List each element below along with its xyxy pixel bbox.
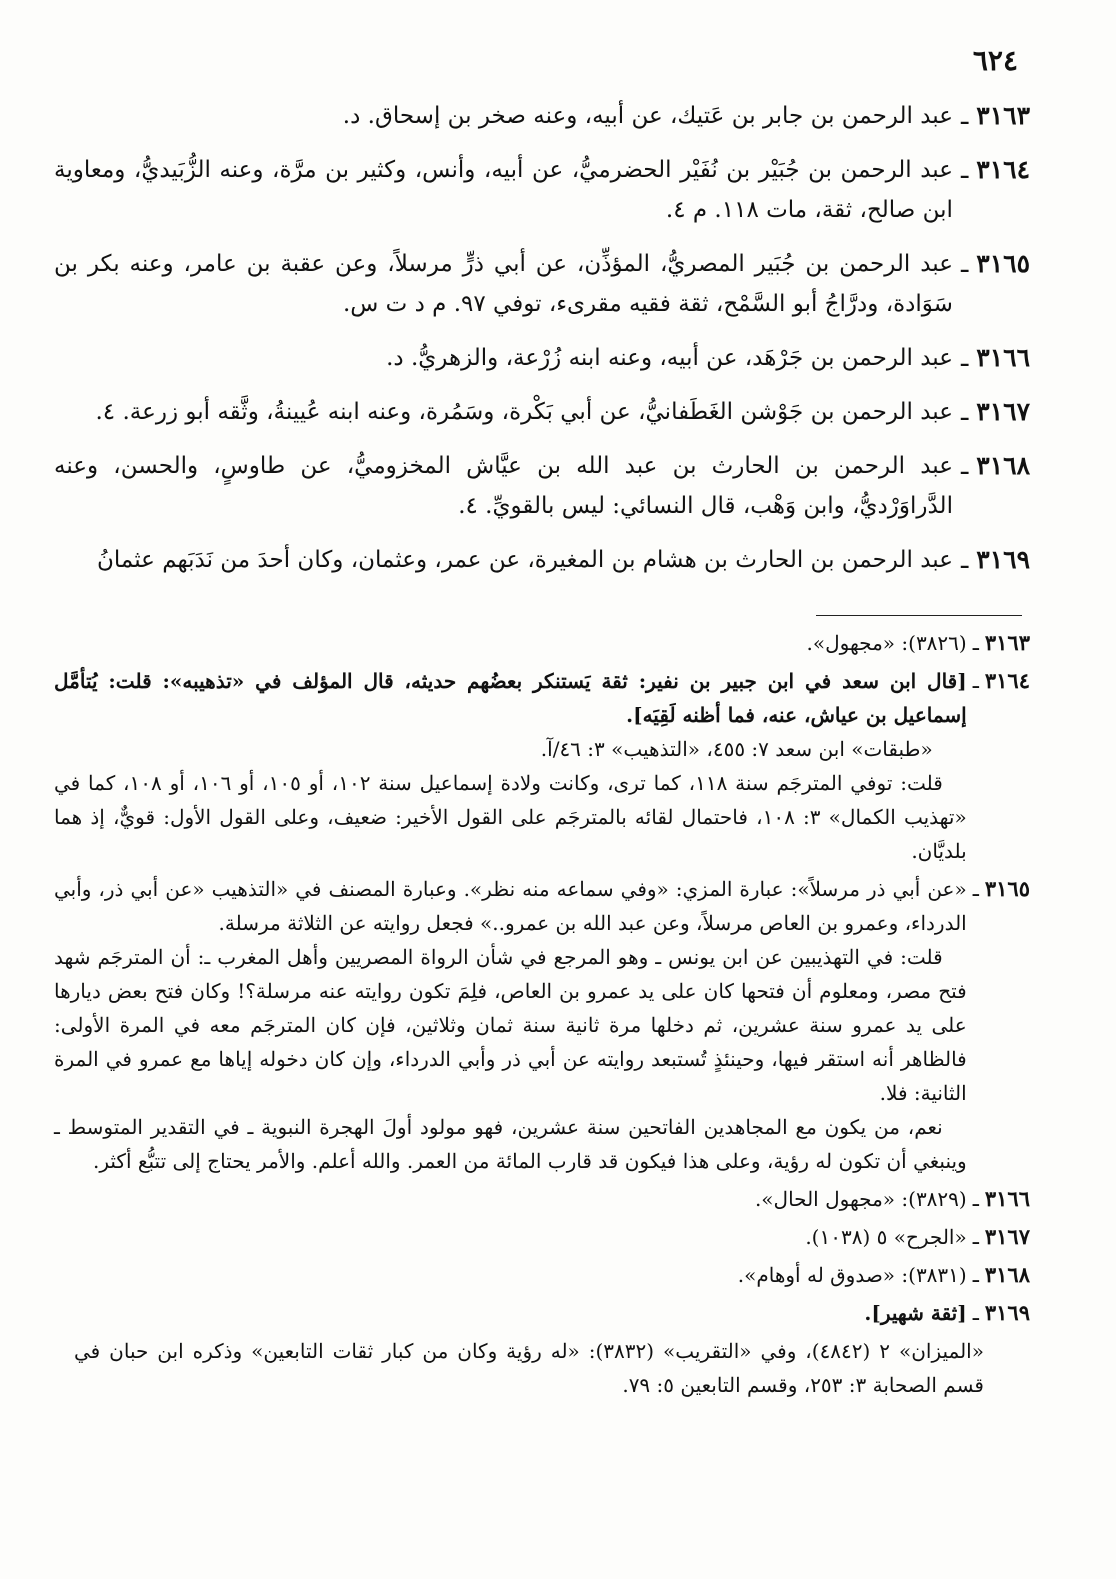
note-3163	[54, 626, 1030, 660]
entry-text: عبد الرحمن بن الحارث بن عبد الله بن عيَّاش المخزوميُّ، عن طاوسٍ، والحسن، وعنه الدَّراوَرْديُّ، وابن وَهْب، قال النسائي: ليس بالقويِّ. ٤.	[54, 453, 953, 519]
entry-3168	[54, 446, 1030, 526]
entry-text: عبد الرحمن بن جُبَير المصريُّ، المؤذِّن، عن أبي ذرٍّ مرسلاً، وعن عقبة بن عامر، وعنه بكر بن سَوَادة، ودرَّاجُ أبو السَّمْح، ثقة فقيه مقرىء، توفي ٩٧. م د ت س.	[54, 251, 953, 317]
note-3167	[54, 1220, 1030, 1254]
note-dash: ـ	[972, 877, 979, 901]
entry-3163	[54, 96, 1030, 136]
entry-3166	[54, 338, 1030, 378]
entry-number: ٣١٦٨	[976, 451, 1030, 480]
note-source: «طبقات» ابن سعد ٧: ٤٥٥، «التذهيب» ٣: ٤٦/آ.	[540, 737, 933, 761]
entry-text: عبد الرحمن بن الحارث بن هشام بن المغيرة، عن عمر، وعثمان، وكان أحدَ من نَدَبَهم عثمانُ	[97, 547, 953, 573]
entry-dash: ـ	[960, 451, 969, 480]
footnote-separator	[816, 615, 1022, 616]
note-dash: ـ	[972, 1301, 979, 1325]
entry-dash: ـ	[960, 343, 969, 372]
note-number: ٣١٦٥	[984, 876, 1030, 901]
entry-dash: ـ	[960, 545, 969, 574]
note-text: (٣٨٣١): «صدوق له أوهام».	[737, 1263, 967, 1287]
note-paragraph: قلت: في التهذيبين عن ابن يونس ـ وهو المرجع في شأن الرواة المصريين وأهل المغرب ـ: أن المترجَم شهد فتح مصر، ومعلوم أن فتحها كان على يد عمرو بن العاص، فلِمَ تكون روايته عنه مرسلة؟! وكان فتح بعض ديارها على يد عمرو سنة عشرين، ثم دخلها مرة ثانية سنة ثمان وثلاثين، فإن كان المترجَم معه في المرة الأولى: فالظاهر أنه استقر فيها، وحينئذٍ تُستبعد روايته عن أبي ذر وأبي الدرداء، وإن كان دخوله إياها مع عمرو في المرة الثانية: فلا.	[54, 945, 967, 1105]
note-3164	[54, 664, 1030, 868]
note-number: ٣١٦٣	[984, 630, 1030, 655]
entry-3165	[54, 244, 1030, 324]
note-number: ٣١٦٧	[984, 1224, 1030, 1249]
entry-number: ٣١٦٣	[976, 101, 1030, 130]
note-source: «الميزان» ٢ (٤٨٤٢)، وفي «التقريب» (٣٨٣٢): «له رؤية وكان من كبار ثقات التابعين» وذكره ابن حبان في قسم الصحابة ٣: ٢٥٣، وقسم التابعين ٥: ٧٩.	[74, 1339, 984, 1397]
entry-number: ٣١٦٤	[976, 155, 1030, 184]
footnotes	[54, 626, 1030, 1402]
entry-dash: ـ	[960, 155, 969, 184]
note-paragraph: نعم، من يكون مع المجاهدين الفاتحين سنة عشرين، فهو مولود أولَ الهجرة النبوية ـ في التقدير المتوسط ـ وينبغي أن تكون له رؤية، وعلى هذا فيكون قد قارب المائة من العمر. والله أعلم. والأمر يحتاج إلى تتبُّع أكثر.	[54, 1115, 967, 1173]
note-dash: ـ	[972, 631, 979, 655]
entry-dash: ـ	[960, 101, 969, 130]
entry-3167	[54, 392, 1030, 432]
note-3166	[54, 1182, 1030, 1216]
note-text: (٣٨٢٩): «مجهول الحال».	[754, 1187, 967, 1211]
note-dash: ـ	[972, 1263, 979, 1287]
entry-number: ٣١٦٥	[976, 249, 1030, 278]
note-text: «الجرح» ٥ (١٠٣٨).	[805, 1225, 967, 1249]
note-comment: قلت: توفي المترجَم سنة ١١٨، كما ترى، وكانت ولادة إسماعيل سنة ١٠٢، أو ١٠٥، أو ١٠٦، أو ١٠٨، كما في «تهذيب الكمال» ٣: ١٠٨، فاحتمال لقائه بالمترجَم على القول الأخير: ضعيف، وعلى القول الأول: قويٌّ، إذ هما بلديَّان.	[54, 771, 967, 863]
entry-text: عبد الرحمن بن جَوْشن الغَطَفانيُّ، عن أبي بَكْرة، وسَمُرة، وعنه ابنه عُيينةُ، وثَّقه أبو زرعة. ٤.	[95, 399, 953, 425]
entry-3169	[54, 540, 1030, 580]
main-entries	[54, 96, 1030, 594]
note-number: ٣١٦٨	[984, 1262, 1030, 1287]
note-text: (٣٨٢٦): «مجهول».	[806, 631, 967, 655]
note-dash: ـ	[972, 1187, 979, 1211]
note-bold-text: [قال ابن سعد في ابن جبير بن نفير: ثقة يَستنكر بعضُهم حديثه، قال المؤلف في «تذهيبه»: قلت: يُتأمَّل إسماعيل بن عياش، عنه، فما أظنه لَقِيَه].	[54, 669, 967, 727]
note-dash: ـ	[972, 1225, 979, 1249]
page-number: ٦٢٤	[972, 44, 1018, 77]
entry-text: عبد الرحمن بن جُبَيْر بن نُفَيْر الحضرميُّ، عن أبيه، وأنس، وكثير بن مرَّة، وعنه الزُّبَيديُّ، ومعاوية ابن صالح، ثقة، مات ١١٨. م ٤.	[54, 157, 953, 223]
note-paragraph: «عن أبي ذر مرسلاً»: عبارة المزي: «وفي سماعه منه نظر». وعبارة المصنف في «التذهيب «عن أبي ذر، وأبي الدرداء، وعمرو بن العاص مرسلاً، وعن عبد الله بن عمرو..» فجعل روايته عن الثلاثة مرسلة.	[54, 877, 967, 935]
entry-number: ٣١٦٧	[976, 397, 1030, 426]
entry-number: ٣١٦٩	[976, 545, 1030, 574]
note-3168	[54, 1258, 1030, 1292]
entry-dash: ـ	[960, 249, 969, 278]
note-3169	[54, 1296, 1030, 1330]
note-bold-text: [ثقة شهير].	[864, 1301, 967, 1325]
entry-text: عبد الرحمن بن جابر بن عَتيك، عن أبيه، وعنه صخر بن إسحاق. د.	[342, 103, 953, 129]
note-3165	[54, 872, 1030, 1178]
note-number: ٣١٦٦	[984, 1186, 1030, 1211]
note-dash: ـ	[972, 669, 979, 693]
entry-dash: ـ	[960, 397, 969, 426]
note-number: ٣١٦٩	[984, 1300, 1030, 1325]
note-number: ٣١٦٤	[984, 668, 1030, 693]
entry-3164	[54, 150, 1030, 230]
entry-number: ٣١٦٦	[976, 343, 1030, 372]
entry-text: عبد الرحمن بن جَرْهَد، عن أبيه، وعنه ابنه زُرْعة، والزهريُّ. د.	[386, 345, 953, 371]
